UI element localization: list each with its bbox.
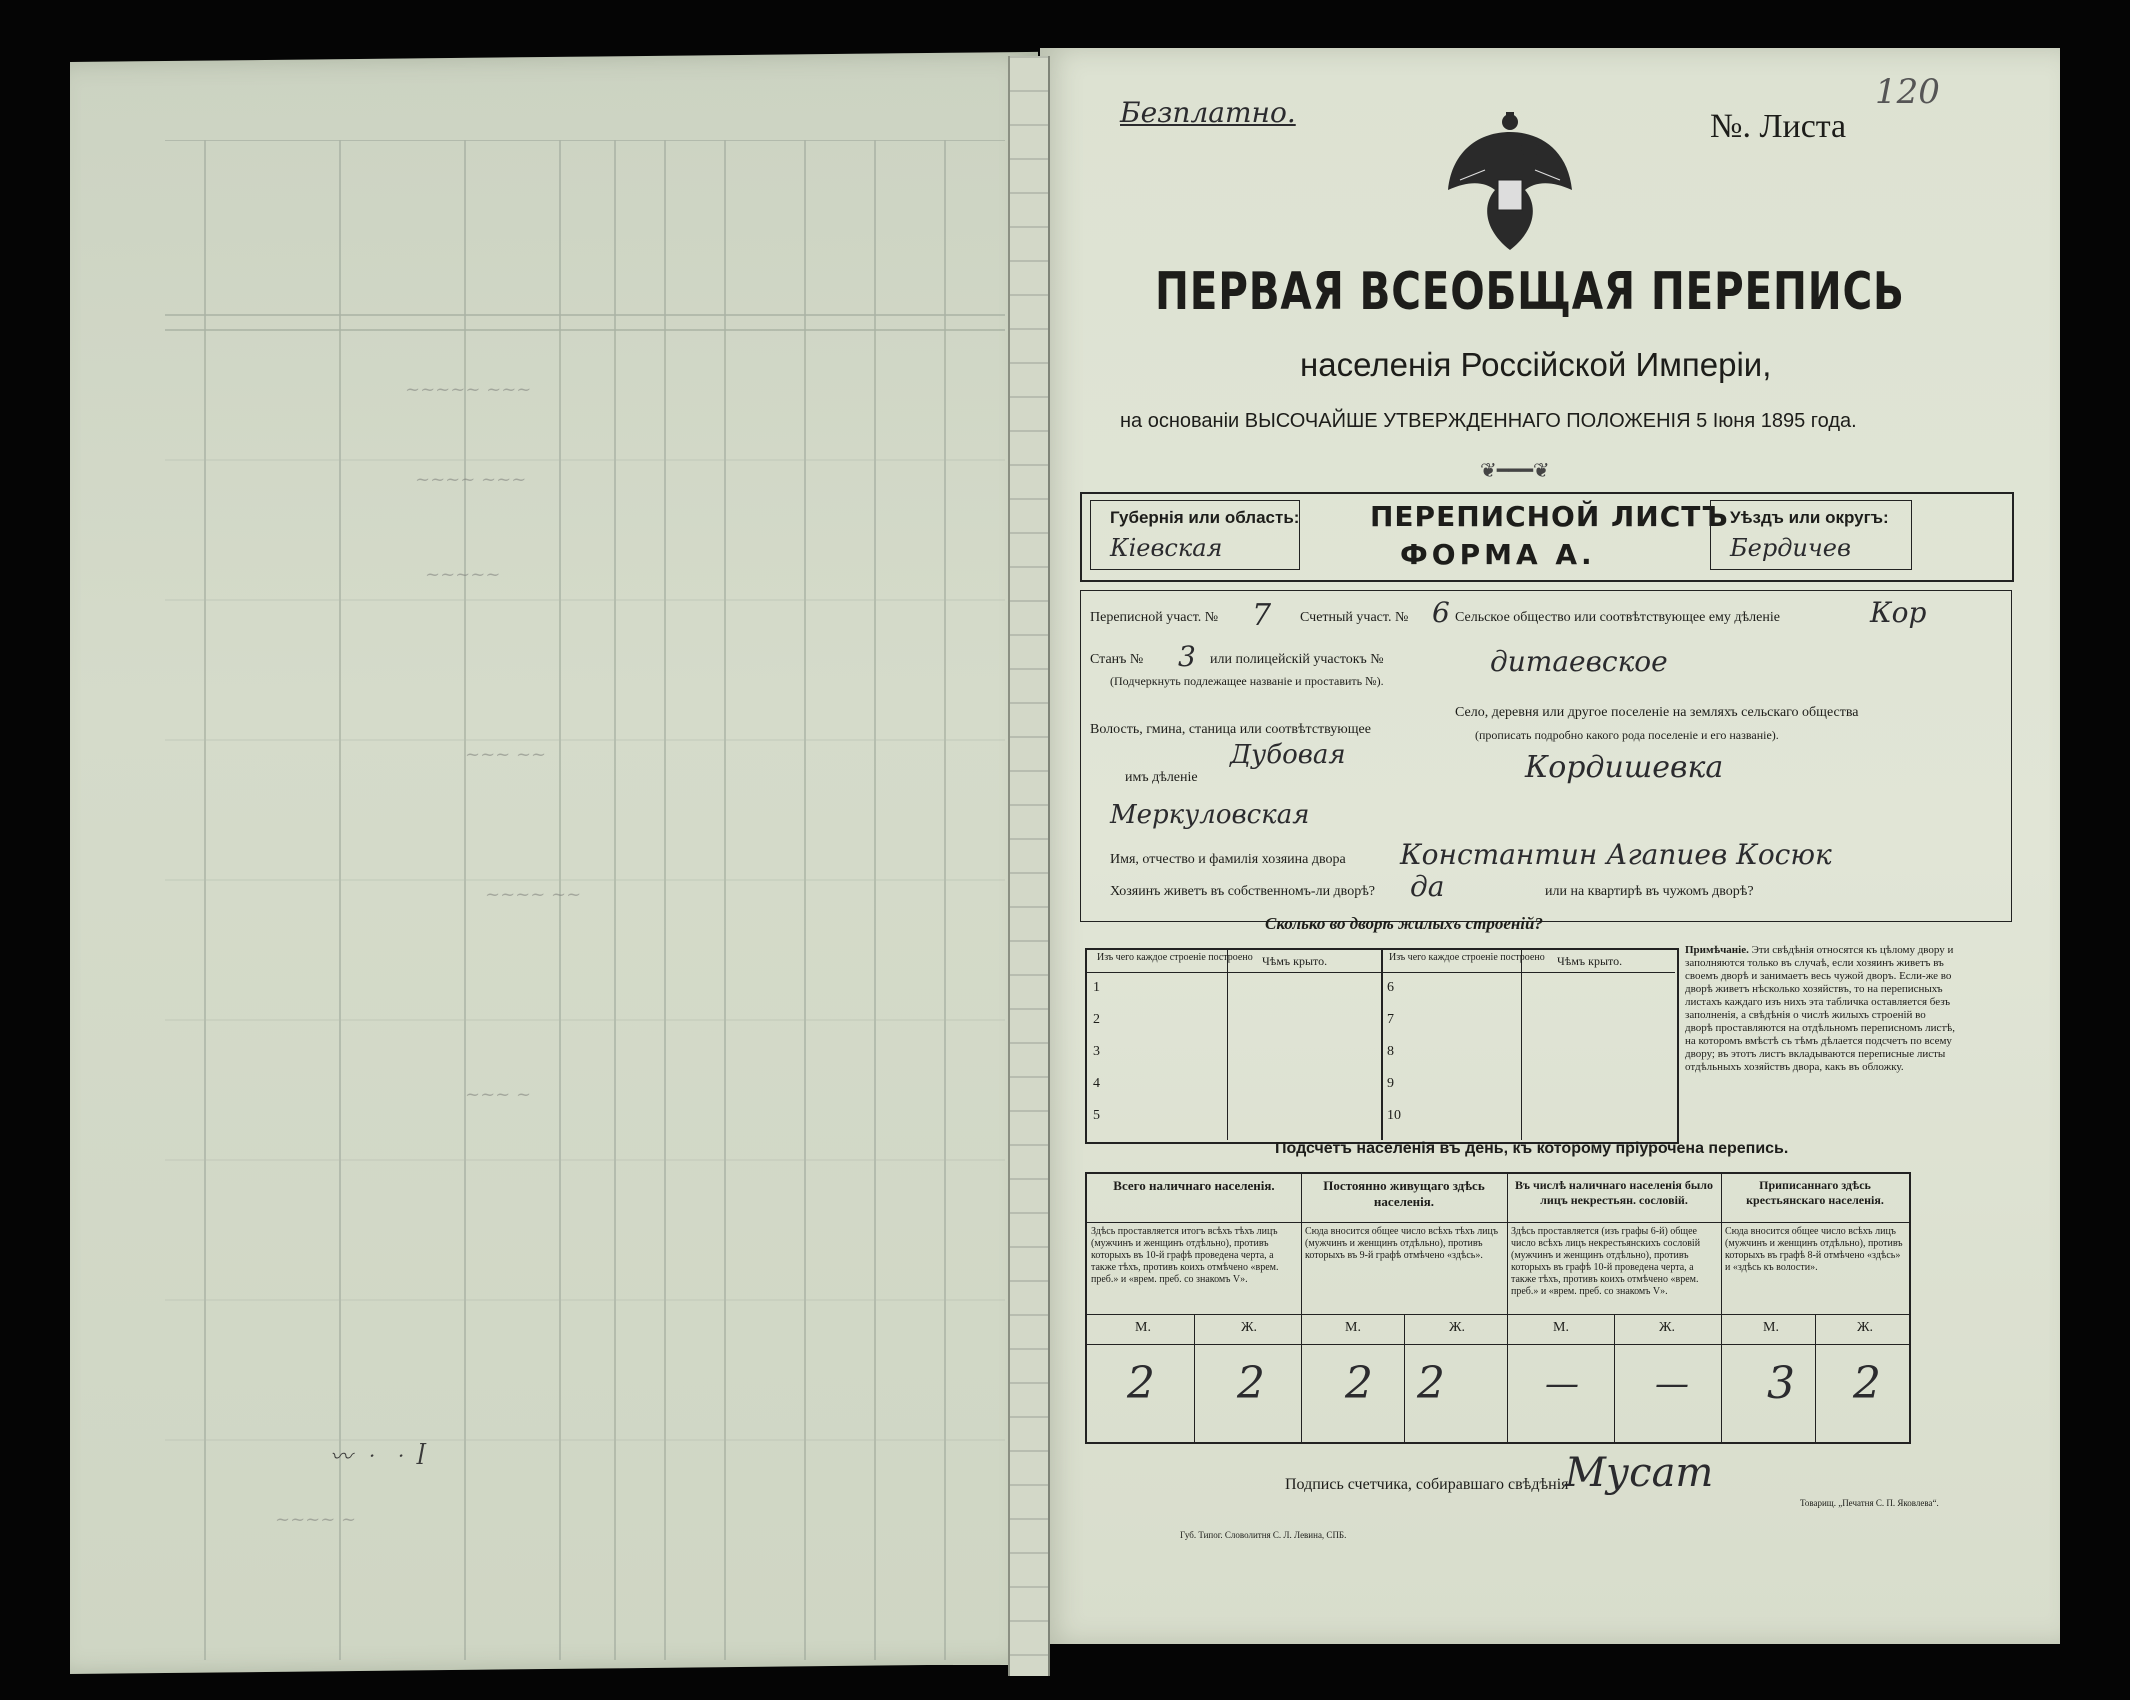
village-note: (прописать подробно какого рода поселеніе и его названіе). <box>1475 728 1779 742</box>
census-unit-value: 7 <box>1252 598 1272 633</box>
summary-nonpeasant-male: — <box>1545 1364 1579 1404</box>
footer-print-right: Товарищ. „Печатня С. П. Яковлева“. <box>1800 1498 1939 1508</box>
count-unit-value: 6 <box>1432 596 1450 629</box>
summary-resident-male: 2 <box>1345 1358 1373 1409</box>
note-text: Эти свѣдѣнія относятся къ цѣлому двору и заполняются только въ случаѣ, если хозяинъ живетъ въ своемъ дворѣ и занимаетъ весь чужой дворъ. Если-же во дворѣ живетъ нѣсколько хозяйствъ, то на переписныхъ листахъ каждаго изъ нихъ эта табличка оставляется безъ заполненія, а свѣдѣнія о числѣ жилыхъ строеній во дворѣ проставляются на отдѣльномъ переписномъ листѣ, на которомъ вмѣстѣ съ тѣмъ дѣлается подсчетъ по всему двору; въ этотъ листъ вкладываются переписные листы отдѣльныхъ хозяйствъ двора, какъ въ обложку. <box>1685 944 1955 1073</box>
summary-table <box>1085 1172 1911 1444</box>
own-yard-value: да <box>1410 870 1445 903</box>
volost-value-2: Меркуловская <box>1110 800 1310 830</box>
row-num: 6 <box>1387 980 1394 995</box>
summary-present-female: 2 <box>1237 1358 1265 1409</box>
free-label: Безплатно. <box>1120 96 1296 129</box>
summary-registered-male: 3 <box>1767 1358 1795 1409</box>
volost-label: Волость, гмина, станица или соотвѣтствующее <box>1090 722 1371 737</box>
society-value: Кор <box>1870 596 1927 629</box>
rent-label: или на квартирѣ въ чужомъ дворѣ? <box>1545 884 1754 899</box>
female-label: Ж. <box>1241 1320 1258 1335</box>
svg-text:~~~~ ~~~: ~~~~ ~~~ <box>415 469 527 490</box>
stan-label: Станъ № <box>1090 652 1144 667</box>
buildings-table <box>1085 948 1679 1144</box>
count-unit-label: Счетный участ. № <box>1300 610 1409 625</box>
svg-text:~~~ ~~: ~~~ ~~ <box>465 744 547 765</box>
male-label: М. <box>1553 1320 1569 1335</box>
uezd-label: Уѣздъ или округъ: <box>1730 508 1889 527</box>
summary-heading: Подсчетъ населенія въ день, къ которому пріурочена перепись. <box>1275 1140 1789 1157</box>
svg-text:~~~~ ~~: ~~~~ ~~ <box>485 884 582 905</box>
summary-present-male: 2 <box>1127 1358 1155 1409</box>
owner-value: Константин Агапиев Косюк <box>1400 838 1832 871</box>
form-subtitle: ФОРМА А. <box>1400 538 1596 571</box>
volost-label-2: имъ дѣленіе <box>1125 770 1198 785</box>
signature-label: Подпись счетчика, собиравшаго свѣдѣнія <box>1285 1476 1569 1493</box>
row-num: 8 <box>1387 1044 1394 1059</box>
svg-text:~~~~ ~: ~~~~ ~ <box>275 1509 357 1530</box>
note-block <box>1685 944 1955 1074</box>
female-label: Ж. <box>1857 1320 1874 1335</box>
female-label: Ж. <box>1659 1320 1676 1335</box>
gubernia-label: Губернія или область: <box>1110 508 1300 527</box>
left-page-scribble: 〰 ‧ ‧ ꟾ <box>330 1445 426 1470</box>
ornament-divider: ❦━━━❦ <box>1480 460 1550 482</box>
owner-label: Имя, отчество и фамилія хозяина двора <box>1110 852 1346 867</box>
summary-col-title: Всего наличнаго населенія. <box>1113 1178 1275 1193</box>
volost-value: Дубовая <box>1230 740 1346 770</box>
village-label: Село, деревня или другое поселеніе на земляхъ сельскаго общества <box>1455 705 1859 720</box>
society-value-2: дитаевское <box>1490 645 1668 678</box>
summary-col-desc: Сюда вносится общее число всѣхъ тѣхъ лицъ (мужчинъ и женщинъ отдѣльно), противъ которыхъ въ 9-й графѣ отмѣчено «здѣсь». <box>1305 1226 1499 1261</box>
col-roof-left: Чѣмъ крыто. <box>1262 954 1328 968</box>
police-label: или полицейскій участокъ № <box>1210 652 1384 667</box>
uezd-value: Бердичев <box>1730 534 1851 562</box>
svg-text:~~~~~ ~~~: ~~~~~ ~~~ <box>405 379 532 400</box>
summary-registered-female: 2 <box>1853 1358 1881 1409</box>
row-num: 2 <box>1093 1012 1100 1027</box>
summary-col-desc: Здѣсь проставляется итогъ всѣхъ тѣхъ лицъ (мужчинъ и женщинъ отдѣльно), противъ которыхъ въ 10-й графѣ проведена черта, а также тѣхъ, противъ коихъ отмѣчено «врем. преб.» и «врем. преб. со знакомъ V». <box>1091 1226 1279 1285</box>
col-material-left: Изъ чего каждое строеніе построено <box>1097 952 1253 963</box>
census-basis: на основаніи ВЫСОЧАЙШЕ УТВЕРЖДЕННАГО ПОЛОЖЕНІЯ 5 Іюня 1895 года. <box>1120 410 1857 432</box>
summary-resident-female: 2 <box>1417 1358 1445 1409</box>
row-num: 5 <box>1093 1108 1100 1123</box>
census-subtitle: населенія Россійской Имперіи, <box>1300 346 1772 383</box>
svg-text:~~~~~: ~~~~~ <box>425 564 501 585</box>
male-label: М. <box>1345 1320 1361 1335</box>
row-num: 7 <box>1387 1012 1394 1027</box>
left-page-faint-ledger <box>165 140 1005 1660</box>
own-yard-label: Хозяинъ живетъ въ собственномъ-ли дворѣ? <box>1110 884 1376 899</box>
row-num: 1 <box>1093 980 1100 995</box>
village-value: Кордишевка <box>1525 750 1724 785</box>
enumerator-signature: Мусат <box>1565 1450 1714 1496</box>
imperial-eagle-emblem <box>1440 110 1580 260</box>
row-num: 9 <box>1387 1076 1394 1091</box>
summary-col-desc: Сюда вносится общее число всѣхъ лицъ (мужчинъ и женщинъ отдѣльно), противъ которыхъ въ графѣ 8-й отмѣчено «здѣсь» и «здѣсь къ волости». <box>1725 1226 1903 1273</box>
footer-print-left: Губ. Типог. Словолитня С. Л. Левина, СПБ. <box>1180 1530 1347 1540</box>
col-roof-right: Чѣмъ крыто. <box>1557 954 1623 968</box>
sheet-number-label: №. Листа <box>1710 108 1847 145</box>
summary-col-title: Постоянно живущаго здѣсь населенія. <box>1323 1178 1485 1209</box>
summary-col-title: Въ числѣ наличнаго населенія было лицъ некрестьян. сословій. <box>1514 1178 1714 1207</box>
census-title: ПЕРВАЯ ВСЕОБЩАЯ ПЕРЕПИСЬ <box>1155 262 1905 322</box>
male-label: М. <box>1763 1320 1779 1335</box>
buildings-question: Сколько во дворѣ жилыхъ строеній? <box>1265 914 1543 933</box>
stan-note: (Подчеркнуть подлежащее названіе и проставить №). <box>1110 674 1384 688</box>
col-material-right: Изъ чего каждое строеніе построено <box>1389 952 1545 963</box>
census-unit-label: Переписной участ. № <box>1090 610 1219 625</box>
gubernia-value: Кіевская <box>1110 534 1223 562</box>
summary-col-desc: Здѣсь проставляется (изъ графы 6-й) общее число всѣхъ лицъ некрестьянскихъ сословій (мужчинъ и женщинъ отдѣльно), противъ которыхъ въ графѣ 10-й проведена черта, а также тѣхъ, противъ коихъ отмѣчено «врем. преб.» и «врем. преб. со знакомъ V». <box>1511 1226 1701 1297</box>
summary-nonpeasant-female: — <box>1655 1364 1689 1404</box>
female-label: Ж. <box>1449 1320 1466 1335</box>
row-num: 10 <box>1387 1108 1401 1123</box>
book-spine <box>1008 56 1050 1676</box>
form-title: ПЕРЕПИСНОЙ ЛИСТЪ <box>1370 500 1729 533</box>
stan-value: 3 <box>1178 640 1196 673</box>
row-num: 4 <box>1093 1076 1100 1091</box>
male-label: М. <box>1135 1320 1151 1335</box>
society-label: Сельское общество или соотвѣтствующее ему дѣленіе <box>1455 610 1780 625</box>
svg-text:~~~ ~: ~~~ ~ <box>465 1084 532 1105</box>
row-num: 3 <box>1093 1044 1100 1059</box>
sheet-number-value: 120 <box>1875 72 1940 112</box>
note-label: Примѣчаніе. <box>1685 944 1749 956</box>
summary-col-title: Приписаннаго здѣсь крестьянскаго населенія. <box>1746 1178 1884 1207</box>
